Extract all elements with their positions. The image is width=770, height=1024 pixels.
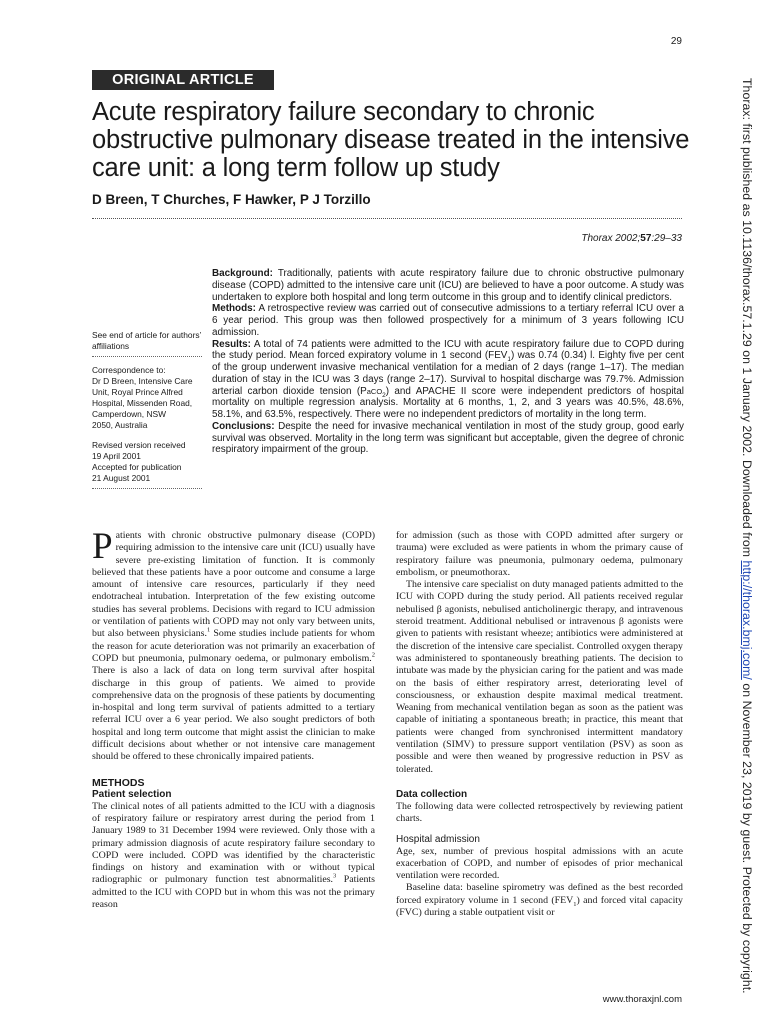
download-notice: Thorax: first published as 10.1136/thorax.57.1.29 on 1 January 2002. Downloaded from http://thorax.bmj.com/ on November 23, 2019 by guest. Protected by copyright. <box>740 78 754 994</box>
article-title: Acute respiratory failure secondary to chronic obstructive pulmonary disease treated in the intensive care unit: a long term follow up study <box>92 98 690 182</box>
reference-marker: 1 <box>207 627 211 635</box>
intro-paragraph: Patients with chronic obstructive pulmonary disease (COPD) requiring admission to the intensive care unit (ICU) usually have severe pre-existing limitation of function. It is commonly believed that these patients have a poor outcome and consume a large amount of intensive care resources, particularly if they need endotracheal intubation. Interpretation of the few existing outcome studies has several problems. Decisions with regard to ICU admission or ventilation of patients with COPD may not only vary between units, but also between physicians.$^1$ Some studies include patients for whom the reason for acute deterioration was not primarily an exacerbation of COPD but pneumonia, pulmonary oedema, or pulmonary embolism.$^2$ There is also a lack of data on long term survival after hospital discharge in this group of patients. We aimed to provide comprehensive data on the prognosis of these patients by documenting in-hospital and long term survival of patients admitted to a tertiary referral ICU over a 6 year period. We also sought predictors of both hospital and long term outcome that might assist the clinician to make difficult decisions about whether or not intensive care management should be offered to these chronically impaired patients. <box>92 526 375 763</box>
selection-paragraph: The clinical notes of all patients admitted to the ICU with a diagnosis of respiratory failure or respiratory arrest during the period from 1 January 1989 to 31 December 1994 were reviewed. Only those with a primary admission diagnosis of acute respiratory failure secondary to COPD were included. COPD was identified by the characteristic findings on history and examination with or without typical radiographic or pulmonary function test abnormalities.$^3$ Patients admitted to the ICU with COPD but in whom this was not the primary reason <box>92 800 375 911</box>
correspondence-line: Dr D Breen, Intensive Care <box>92 376 193 386</box>
abstract-methods: Methods: A retrospective review was carried out of consecutive admissions to a tertiary referral ICU over a 6 year period. This group was then followed prospectively for a minimum of 3 years following ICU admission. <box>212 303 684 338</box>
abstract-results: Results: A total of 74 patients were admitted to the ICU with acute respiratory failure due to COPD during the study period. Mean forced expiratory volume in 1 second $(FEV_1)$ was 0.74 (0.34) l. Eighty five per cent of the group underwent invasive mechanical ventilation for a median of 2 days (range 1–17). The median duration of stay in the ICU was 3 days (range 2–17). Survival to hospital discharge was 79.7%. Admission arterial carbon dioxide tension (PaCO$_2$) and APACHE II score were independent predictors of hospital mortality on multiple regression analysis. Mortality at 6 months, 1, 2, and 3 years was 40.5%, 48.6%, 58.1%, and 63.5%, respectively. There were no independent predictors of mortality in the long term. <box>212 338 684 420</box>
treatment-paragraph: The intensive care specialist on duty managed patients admitted to the ICU with COPD during the study period. All patients received regular nebulised β agonists, nebulised anticholinergic therapy, and intravenous steroid treatment. Additional nebulised or intravenous β agonists were given to patients with resistant wheeze; antibiotics were administered at the discretion of the intensive care specialist. Controlled oxygen therapy was administered to spontaneously breathing patients. The decision to intubate was made by the physician caring for the patient and was made on the basis of either respiratory arrest, deteriorating level of consciousness, or exhaustion despite maximal medical treatment. Weaning from mechanical ventilation began as soon as the patient was capable of initiating a spontaneous breath; in practice, this meant that patients were changed from synchronised intermittent mandatory ventilation (SIMV) to pressure support ventilation (PSV) as soon as possible and were then weaned by progressive reduction in PSV as tolerated. <box>396 579 683 775</box>
abstract-label: Conclusions: <box>212 420 275 432</box>
accepted-date: 21 August 2001 <box>92 473 151 483</box>
drop-cap: P <box>92 526 113 567</box>
subheading-data-collection: Data collection <box>396 788 468 800</box>
section-heading-methods: METHODS <box>92 776 145 789</box>
citation-year: 2002; <box>615 233 641 244</box>
hospital-admission-paragraph: Age, sex, number of previous hospital admissions with an acute exacerbation of COPD, and number of episodes of prior mechanical ventilation were recorded. <box>396 845 683 882</box>
continued-paragraph: for admission (such as those with COPD admitted after surgery or trauma) were excluded as were patients in whom the primary cause of respiratory failure was pneumonia, pulmonary oedema, pulmonary embolism, or pneumothorax. <box>396 530 683 578</box>
journal-name: Thorax <box>581 233 613 244</box>
abstract-background: Background: Traditionally, patients with acute respiratory failure due to chronic obstructive pulmonary disease (COPD) admitted to the intensive care unit (ICU) are believed to have a poor outcome. A study was undertaken to explore both hospital and long term outcome in this group and to identify clinical predictors. <box>212 268 684 303</box>
affiliations-note: See end of article for authors’ affiliations <box>92 330 202 351</box>
abstract <box>212 268 684 456</box>
journal-citation <box>420 233 682 244</box>
abstract-label: Methods: <box>212 303 256 315</box>
correspondence-label: Correspondence to: <box>92 365 166 375</box>
correspondence-line: 2050, Australia <box>92 420 148 430</box>
reference-marker: 2 <box>371 651 375 659</box>
correspondence-line: Hospital, Missenden Road, <box>92 398 193 408</box>
abstract-conclusions: Conclusions: Despite the need for invasive mechanical ventilation in most of the study group, good early survival was observed. Mortality in the long term was significant but acceptable, given the degree of chronic respiratory impairment of the group. <box>212 420 684 456</box>
correspondence-line: Unit, Royal Prince Alfred <box>92 387 183 397</box>
citation-volume: 57 <box>640 233 652 244</box>
body-column-left <box>92 526 375 911</box>
subheading-patient-selection: Patient selection <box>92 788 172 800</box>
journal-link[interactable]: http://thorax.bmj.com/ <box>740 560 754 680</box>
citation-pages: :29–33 <box>651 233 682 244</box>
header-divider <box>92 218 682 219</box>
data-collection-paragraph: The following data were collected retrospectively by reviewing patient charts. <box>396 800 683 825</box>
abstract-label: Results: <box>212 338 251 350</box>
accepted-label: Accepted for publication <box>92 462 182 472</box>
body-column-right <box>396 530 683 919</box>
section-label: ORIGINAL ARTICLE <box>92 70 274 90</box>
footer-url: www.thoraxjnl.com <box>602 994 682 1005</box>
revised-date: 19 April 2001 <box>92 451 141 461</box>
side-notes-divider <box>92 488 202 489</box>
correspondence-line: Camperdown, NSW <box>92 409 167 419</box>
page-number: 29 <box>670 36 682 47</box>
side-notes <box>92 330 202 497</box>
baseline-paragraph: Baseline data: baseline spirometry was defined as the best recorded forced expiratory volume in 1 second $(FEV_1)$ and forced vital capacity (FVC) during a stable outpatient visit or <box>396 882 683 919</box>
side-notes-divider <box>92 356 202 357</box>
revised-label: Revised version received <box>92 440 186 450</box>
author-list: D Breen, T Churches, F Hawker, P J Torzillo <box>92 192 371 207</box>
subheading-hospital-admission: Hospital admission <box>396 833 480 845</box>
abstract-label: Background: <box>212 268 273 279</box>
reference-marker: 3 <box>333 873 337 881</box>
